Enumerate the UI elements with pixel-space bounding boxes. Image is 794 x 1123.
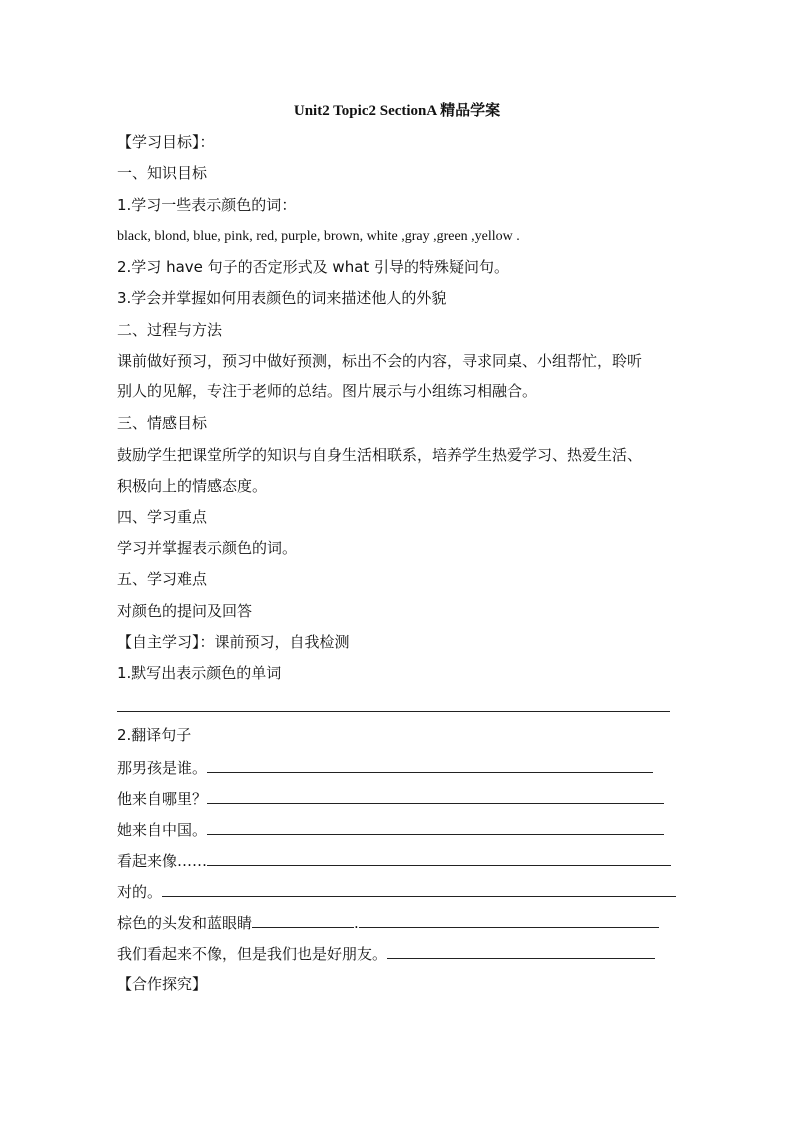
answer-blank[interactable] bbox=[359, 911, 659, 928]
answer-blank[interactable] bbox=[207, 849, 671, 866]
key-point-text: 学习并掌握表示颜色的词。 bbox=[117, 539, 298, 557]
difficulty-header: 五、学习难点 bbox=[117, 570, 208, 588]
translate-item-4 bbox=[117, 849, 671, 872]
sentence-prompt: 我们看起来不像，但是我们也是好朋友。 bbox=[117, 945, 388, 963]
translate-item-6 bbox=[117, 911, 659, 934]
knowledge-goal-3: 3.学会并掌握如何用表颜色的词来描述他人的外貌 bbox=[117, 289, 447, 307]
cooperation-header: 【合作探究】 bbox=[117, 975, 208, 993]
page-title: Unit2 Topic2 SectionA 精品学案 bbox=[293, 103, 501, 119]
sentence-prompt: 棕色的头发和蓝眼睛 bbox=[117, 914, 253, 932]
answer-blank[interactable] bbox=[252, 911, 354, 928]
emotion-text-line-2: 积极向上的情感态度。 bbox=[117, 477, 268, 495]
answer-blank[interactable] bbox=[387, 942, 655, 959]
sentence-prompt: 他来自哪里？ bbox=[117, 790, 208, 808]
sentence-prompt: 她来自中国。 bbox=[117, 821, 208, 839]
separator-dot: . bbox=[354, 914, 359, 932]
translate-item-1 bbox=[117, 756, 653, 779]
answer-blank[interactable] bbox=[207, 756, 653, 773]
translate-item-5 bbox=[117, 880, 676, 903]
answer-blank[interactable] bbox=[207, 818, 664, 835]
difficulty-text: 对颜色的提问及回答 bbox=[117, 602, 253, 620]
knowledge-goal-2: 2.学习 have 句子的否定形式及 what 引导的特殊疑问句。 bbox=[117, 258, 510, 276]
self-study-header: 【自主学习】：课前预习，自我检测 bbox=[117, 633, 350, 651]
translate-item-3 bbox=[117, 818, 664, 841]
task-1-label: 1.默写出表示颜色的单词 bbox=[117, 664, 282, 682]
translate-item-2 bbox=[117, 787, 664, 810]
process-text-line-2: 别人的见解，专注于老师的总结。图片展示与小组练习相融合。 bbox=[117, 382, 538, 400]
color-words-list: black, blond, blue, pink, red, purple, brown, white ,gray ,green ,yellow . bbox=[117, 229, 520, 244]
answer-blank[interactable] bbox=[162, 880, 676, 897]
key-point-header: 四、学习重点 bbox=[117, 508, 208, 526]
emotion-header: 三、情感目标 bbox=[117, 414, 208, 432]
objectives-header: 【学习目标】： bbox=[117, 133, 215, 151]
knowledge-goal-1: 1.学习一些表示颜色的词： bbox=[117, 196, 297, 214]
knowledge-goals-header: 一、知识目标 bbox=[117, 164, 208, 182]
process-text-line-1: 课前做好预习，预习中做好预测，标出不会的内容，寻求同桌、小组帮忙，聆听 bbox=[117, 352, 643, 370]
sentence-prompt: 看起来像…… bbox=[117, 852, 208, 870]
translate-item-7 bbox=[117, 942, 655, 965]
answer-line-color-words[interactable] bbox=[117, 711, 670, 712]
sentence-prompt: 那男孩是谁。 bbox=[117, 759, 208, 777]
task-2-label: 2.翻译句子 bbox=[117, 726, 192, 744]
process-header: 二、过程与方法 bbox=[117, 321, 223, 339]
emotion-text-line-1: 鼓励学生把课堂所学的知识与自身生活相联系，培养学生热爱学习、热爱生活、 bbox=[117, 446, 643, 464]
sentence-prompt: 对的。 bbox=[117, 883, 163, 901]
answer-blank[interactable] bbox=[207, 787, 664, 804]
